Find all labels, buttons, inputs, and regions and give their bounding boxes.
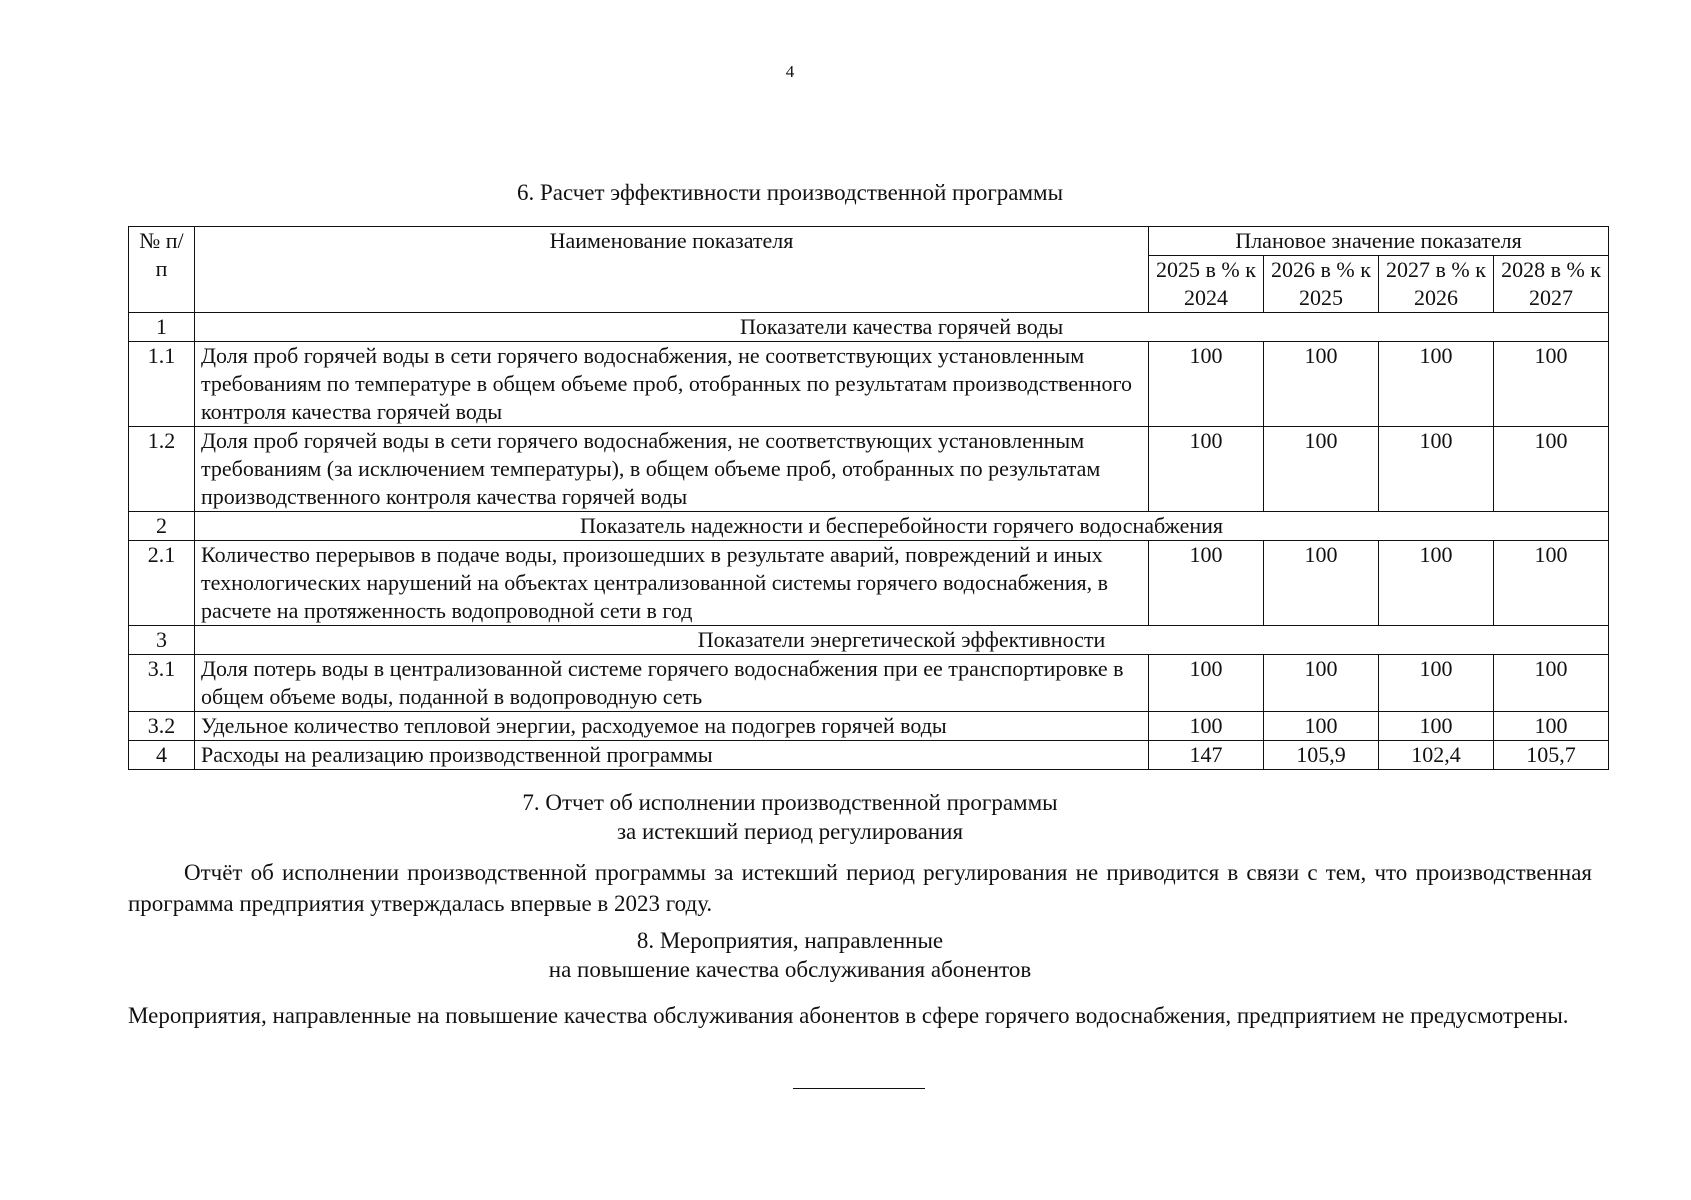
- group-title: Показатели энергетической эффективности: [195, 626, 1609, 655]
- row-num: 1.2: [129, 427, 195, 512]
- row-num: 1.1: [129, 342, 195, 427]
- table-row: [129, 655, 1609, 712]
- row-num: 2.1: [129, 541, 195, 626]
- row-value: 100: [1149, 342, 1264, 427]
- section-8-title-line1: 8. Мероприятия, направленные: [636, 928, 944, 953]
- group-title: Показатель надежности и бесперебойности горячего водоснабжения: [195, 512, 1609, 541]
- row-value: 100: [1494, 342, 1609, 427]
- section-7-title-line2: за истекший период регулирования: [616, 819, 964, 844]
- row-num: 3.2: [129, 712, 195, 741]
- row-value: 100: [1149, 712, 1264, 741]
- group-num: 1: [129, 313, 195, 342]
- header-year: 2026 в % к 2025: [1264, 256, 1379, 313]
- row-value: 100: [1494, 427, 1609, 512]
- row-value: 100: [1264, 712, 1379, 741]
- row-value: 105,9: [1264, 741, 1379, 770]
- row-name: Доля потерь воды в централизованной системе горячего водоснабжения при ее транспортировке в общем объеме воды, поданной в водопроводную сеть: [195, 655, 1149, 712]
- row-value: 100: [1494, 541, 1609, 626]
- header-num: № п/п: [129, 227, 195, 313]
- table-row-expenses: [129, 741, 1609, 770]
- header-name: Наименование показателя: [195, 227, 1149, 313]
- group-title: Показатели качества горячей воды: [195, 313, 1609, 342]
- section-6-title: 6. Расчет эффективности производственной программы: [516, 180, 1064, 205]
- section-7-text: Отчёт об исполнении производственной программы за истекший период регулирования не приводится в связи с тем, что производственная программа предприятия утверждалась впервые в 2023 году.: [128, 860, 1592, 916]
- row-value: 100: [1264, 342, 1379, 427]
- header-year: 2025 в % к 2024: [1149, 256, 1264, 313]
- table-group-row: [129, 512, 1609, 541]
- row-value: 147: [1149, 741, 1264, 770]
- group-num: 3: [129, 626, 195, 655]
- table-row: [129, 342, 1609, 427]
- page-number: 4: [785, 62, 795, 81]
- header-year: 2028 в % к 2027: [1494, 256, 1609, 313]
- end-divider: [793, 1088, 925, 1089]
- row-value: 100: [1149, 541, 1264, 626]
- table-row: [129, 712, 1609, 741]
- section-7-title-line1: 7. Отчет об исполнении производственной программы: [522, 790, 1058, 815]
- section-7-title: [0, 788, 1580, 846]
- row-value: 100: [1264, 427, 1379, 512]
- table-group-row: [129, 313, 1609, 342]
- row-value: 100: [1379, 342, 1494, 427]
- row-value: 105,7: [1494, 741, 1609, 770]
- group-num: 2: [129, 512, 195, 541]
- row-name: Количество перерывов в подаче воды, произошедших в результате аварий, повреждений и иных технологических нарушений на объектах централизованной системы горячего водоснабжения, в расчете на протяженность водопроводной сети в год: [195, 541, 1149, 626]
- row-value: 100: [1149, 655, 1264, 712]
- table-header-row: [129, 227, 1609, 256]
- row-value: 100: [1264, 541, 1379, 626]
- row-value: 100: [1264, 655, 1379, 712]
- row-num: 3.1: [129, 655, 195, 712]
- row-name: Удельное количество тепловой энергии, расходуемое на подогрев горячей воды: [195, 712, 1149, 741]
- row-value: 100: [1379, 427, 1494, 512]
- row-value: 100: [1379, 712, 1494, 741]
- row-value: 100: [1149, 427, 1264, 512]
- header-plan: Плановое значение показателя: [1149, 227, 1609, 256]
- row-value: 100: [1494, 655, 1609, 712]
- row-num: 4: [129, 741, 195, 770]
- row-name: Доля проб горячей воды в сети горячего водоснабжения, не соответствующих установленным требованиям по температуре в общем объеме проб, отобранных по результатам производственного контроля качества горячей воды: [195, 342, 1149, 427]
- row-value: 100: [1379, 655, 1494, 712]
- efficiency-table: [128, 226, 1609, 770]
- table-row: [129, 427, 1609, 512]
- section-8-text: Мероприятия, направленные на повышение качества обслуживания абонентов в сфере горячего водоснабжения, предприятием не предусмотрены.: [128, 1003, 1569, 1028]
- row-value: 102,4: [1379, 741, 1494, 770]
- section-8-title-line2: на повышение качества обслуживания абонентов: [548, 957, 1032, 982]
- table-group-row: [129, 626, 1609, 655]
- row-name: Доля проб горячей воды в сети горячего водоснабжения, не соответствующих установленным требованиям (за исключением температуры), в общем объеме проб, отобранных по результатам производственного контроля качества горячей воды: [195, 427, 1149, 512]
- table-row: [129, 541, 1609, 626]
- section-8-title: [0, 926, 1580, 984]
- row-value: 100: [1379, 541, 1494, 626]
- row-value: 100: [1494, 712, 1609, 741]
- row-name: Расходы на реализацию производственной программы: [195, 741, 1149, 770]
- header-year: 2027 в % к 2026: [1379, 256, 1494, 313]
